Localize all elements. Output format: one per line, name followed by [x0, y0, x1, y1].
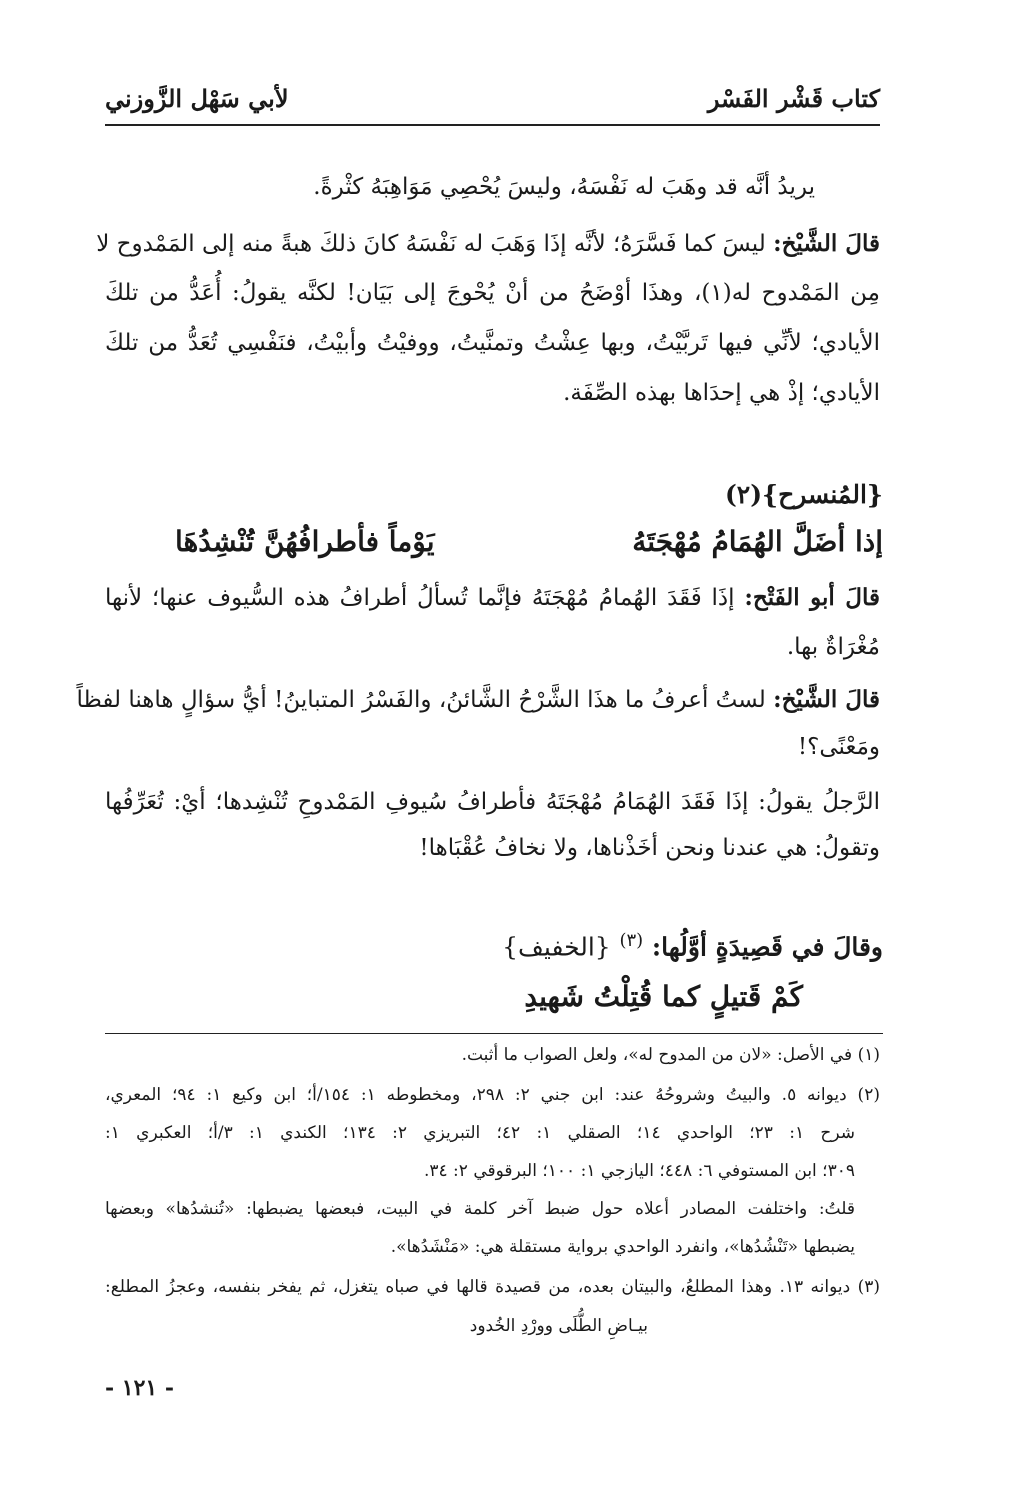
footnote: (٣) ديوانه ١٣. وهذا المطلعُ، والبيتان بعده، من قصيدة قالها في صباه يتغزل، ثم يفخر بنفسه، وعجزُ المطلع: [105, 1277, 880, 1297]
author-name: لأبي سَهْل الزَّوزني [105, 84, 289, 113]
speaker-label: قالَ أبو الفَتْح: [744, 584, 880, 611]
footnote: (٢) ديوانه ٥. والبيتُ وشروحُهُ عند: ابن جني ٢: ٢٩٨، ومخطوطه ١: ١٥٤/أ؛ ابن وكيع ١: ٩٤؛ المعري، [105, 1085, 880, 1105]
paragraph-2 [105, 580, 880, 660]
running-header [105, 82, 880, 122]
header-rule [105, 124, 880, 126]
footnote-continuation: قلتُ: واختلفت المصادر أعلاه حول ضبط آخر كلمة في البيت، فبعضها يضبطها: «تُنشدُها» وبعضها [105, 1199, 855, 1219]
paragraph-line: مُغْرَاةٌ بها. [786, 634, 880, 660]
footnote-verse: بيـاضِ الطُّلَى وورْدِ الخُدود [469, 1316, 648, 1336]
verse-first-hemistich: كَمْ قَتيلٍ كما قُتِلْتُ شَهيدِ [524, 980, 803, 1013]
paragraph-line: مِن المَمْدوح له(١)، وهذَا أوْضَحُ من أنْ يُحْوجَ إلى بَيَان! لكنَّه يقولُ: أُعَدُّ من تلكَ [105, 280, 880, 306]
speaker-label: قالَ الشَّيْخ: [773, 230, 880, 257]
verse-first-hemistich: إذا أضَلَّ الهُمَامُ مُهْجَتَهُ [632, 525, 883, 558]
verse-second-hemistich: يَوْماً فأطرافُهُنَّ تُنْشِدُهَا [175, 525, 435, 558]
book-title: كتاب قَشْر الفَسْر [707, 84, 880, 113]
footnote-rule [105, 1033, 883, 1034]
paragraph-text: ليسَ كما فَسَّرَهُ؛ لأنَّه إذَا وَهَبَ له نَفْسَهُ كانَ ذلكَ هبةً منه إلى المَمْدوح لا [96, 231, 766, 257]
page-number: - ١٢١ - [105, 1375, 175, 1401]
paragraph-line: الأيادي؛ لأنِّي فيها تَربَّيْتُ، وبها عِشْتُ وتمنَّيتُ، ووفيْتُ وأبيْتُ، فنَفْسِي تُعَدُّ من تلكَ [105, 330, 880, 356]
paragraph-line [76, 686, 880, 713]
paragraph-line [96, 230, 880, 257]
footnote-continuation: ٣٠٩؛ ابن المستوفي ٦: ٤٤٨؛ اليازجي ١: ١٠٠؛ البرقوقي ٢: ٣٤. [423, 1161, 855, 1181]
speaker-label: قالَ الشَّيْخ: [773, 686, 880, 713]
paragraph-line: وتقولُ: هي عندنا ونحن أخَذْناها، ولا نخافُ عُقْبَاها! [419, 835, 880, 861]
paragraph-text: إذَا فَقَدَ الهُمامُ مُهْجَتَهُ فإنَّما تُسألُ أطرافُ هذه السُّيوف عنها؛ لأنها [105, 585, 735, 611]
footnote-continuation: يضبطها «تَنْشُدُها»، وانفرد الواحدي برواية مستقلة هي: «مَنْشَدُها». [390, 1237, 855, 1257]
paragraph-3 [76, 682, 880, 762]
paragraph-line: ومَعْنًى؟! [797, 734, 880, 760]
footnote-continuation: شرح ١: ٢٣؛ الواحدي ١٤؛ الصقلي ١: ٤٢؛ التبريزي ٢: ١٣٤؛ الكندي ١: ٣/أ؛ العكبري ١: [105, 1123, 855, 1143]
paragraph-1 [96, 170, 880, 410]
meter-label: {المُنسرح}(٢) [724, 480, 883, 509]
paragraph-line: يريدُ أنَّه قد وهَبَ له نَفْسَهُ، وليسَ يُحْصِي مَوَاهِبَهُ كثْرةً. [313, 174, 815, 200]
paragraph-line: الرَّجلُ يقولُ: إذَا فَقَدَ الهُمَامُ مُهْجَتَهُ فأطرافُ سُيوفِ المَمْدوحِ تُنْشِدها؛ أيْ: تُعَرِّفُها [105, 789, 880, 815]
meter-label: {الخفيف} [502, 932, 611, 962]
footnote-ref: (٣) [619, 930, 644, 951]
poem-intro [502, 930, 883, 961]
footnote: (١) في الأصل: «لان من المدوح له»، ولعل الصواب ما أثبت. [461, 1045, 880, 1065]
paragraph-4 [105, 785, 880, 865]
paragraph-line: الأيادي؛ إذْ هي إحدَاها بهذه الصِّفَة. [563, 380, 880, 406]
paragraph-text: لستُ أعرفُ ما هذَا الشَّرْحُ الشَّائنُ، والفَسْرُ المتباينُ! أيُّ سؤالٍ هاهنا لفظاً [76, 687, 766, 713]
paragraph-line [105, 586, 880, 610]
poem-intro-text: وقالَ في قَصِيدَةٍ أوَّلُها: [651, 932, 883, 962]
